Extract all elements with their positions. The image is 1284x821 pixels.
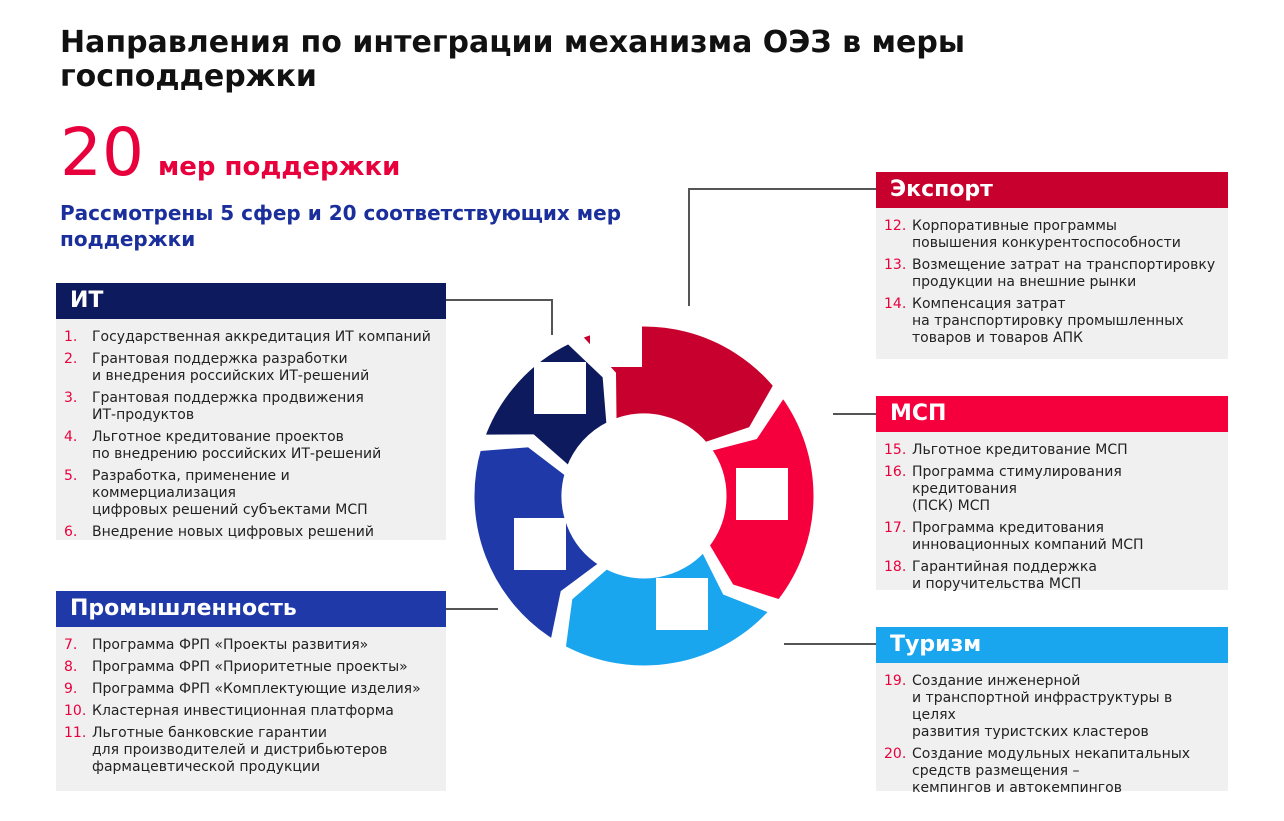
list-item <box>64 429 438 463</box>
panel-msp-list <box>876 442 1228 598</box>
item-text: Корпоративные программы повышения конкурентоспособности <box>912 218 1181 251</box>
panel-industry-list <box>56 637 446 781</box>
panel-export-header: Экспорт <box>876 172 1228 208</box>
item-text: Возмещение затрат на транспортировку продукции на внешние рынки <box>912 257 1216 290</box>
item-number: 9. <box>64 681 78 697</box>
list-item <box>884 520 1220 554</box>
item-number: 7. <box>64 637 78 653</box>
panel-it-header: ИТ <box>56 283 446 319</box>
item-text: Программа ФРП «Проекты развития» <box>92 637 369 653</box>
item-text: Внедрение новых цифровых решений <box>92 524 374 540</box>
panel-msp-header: МСП <box>876 396 1228 432</box>
item-text: Программа ФРП «Приоритетные проекты» <box>92 659 408 675</box>
item-number: 10. <box>64 703 87 719</box>
item-text: Льготное кредитование МСП <box>912 442 1128 458</box>
item-number: 1. <box>64 329 78 345</box>
list-item <box>884 257 1220 291</box>
item-text: Создание инженерной и транспортной инфраструктуры в целях развития туристских кластеров <box>912 673 1173 740</box>
wheel-icon-tourism <box>656 578 708 630</box>
item-number: 4. <box>64 429 78 445</box>
item-text: Программа ФРП «Комплектующие изделия» <box>92 681 421 697</box>
measures-count: 20 <box>60 114 144 191</box>
list-item <box>64 468 438 519</box>
list-item <box>64 390 438 424</box>
item-number: 16. <box>884 464 907 480</box>
panel-export-list <box>876 218 1228 352</box>
panel-export <box>876 172 1228 359</box>
list-item <box>884 673 1220 741</box>
list-item <box>884 464 1220 515</box>
list-item <box>884 296 1220 347</box>
item-number: 20. <box>884 746 907 762</box>
list-item <box>64 351 438 385</box>
panel-it-list <box>56 329 446 546</box>
item-number: 11. <box>64 725 87 741</box>
list-item <box>884 559 1220 593</box>
item-text: Льготное кредитование проектов по внедрению российских ИТ-решений <box>92 429 382 462</box>
list-item <box>64 681 438 698</box>
item-text: Гарантийная поддержка и поручительства МСП <box>912 559 1097 592</box>
item-text: Кластерная инвестиционная платформа <box>92 703 394 719</box>
list-item <box>64 703 438 720</box>
item-number: 19. <box>884 673 907 689</box>
wheel-icon-industry <box>514 518 566 570</box>
item-number: 14. <box>884 296 907 312</box>
panel-industry <box>56 591 446 791</box>
item-text: Грантовая поддержка разработки и внедрения российских ИТ-решений <box>92 351 370 384</box>
wheel-icon-it <box>534 362 586 414</box>
item-number: 8. <box>64 659 78 675</box>
wheel-icon-msp <box>736 468 788 520</box>
page-title: Направления по интеграции механизма ОЭЗ в меры господдержки <box>60 25 965 94</box>
panel-msp <box>876 396 1228 590</box>
item-number: 12. <box>884 218 907 234</box>
item-number: 5. <box>64 468 78 484</box>
item-text: Разработка, применение и коммерциализация цифровых решений субъектами МСП <box>92 468 368 518</box>
panel-tourism-list <box>876 673 1228 802</box>
item-text: Государственная аккредитация ИТ компаний <box>92 329 431 345</box>
item-number: 18. <box>884 559 907 575</box>
list-item <box>64 524 438 541</box>
item-text: Компенсация затрат на транспортировку промышленных товаров и товаров АПК <box>912 296 1184 346</box>
panel-tourism-header: Туризм <box>876 627 1228 663</box>
list-item <box>884 442 1220 459</box>
panel-tourism <box>876 627 1228 796</box>
item-text: Льготные банковские гарантии для производителей и дистрибьютеров фармацевтической продукции <box>92 725 388 775</box>
list-item <box>64 725 438 776</box>
item-number: 15. <box>884 442 907 458</box>
page-subtitle: Рассмотрены 5 сфер и 20 соответствующих мер поддержки <box>60 201 622 251</box>
panel-it <box>56 283 446 540</box>
item-text: Программа стимулирования кредитования (ПСК) МСП <box>912 464 1122 514</box>
measures-count-label: мер поддержки <box>157 152 401 182</box>
item-number: 2. <box>64 351 78 367</box>
list-item <box>884 746 1220 797</box>
list-item <box>884 218 1220 252</box>
item-text: Создание модульных некапитальных средств размещения – кемпингов и автокемпингов <box>912 746 1191 796</box>
list-item <box>64 659 438 676</box>
list-item <box>64 637 438 654</box>
list-item <box>64 329 438 346</box>
wheel-icon-export <box>590 315 642 367</box>
panel-industry-header: Промышленность <box>56 591 446 627</box>
item-number: 13. <box>884 257 907 273</box>
item-number: 17. <box>884 520 907 536</box>
item-number: 3. <box>64 390 78 406</box>
item-text: Программа кредитования инновационных компаний МСП <box>912 520 1144 553</box>
item-number: 6. <box>64 524 78 540</box>
item-text: Грантовая поддержка продвижения ИТ-продуктов <box>92 390 364 423</box>
